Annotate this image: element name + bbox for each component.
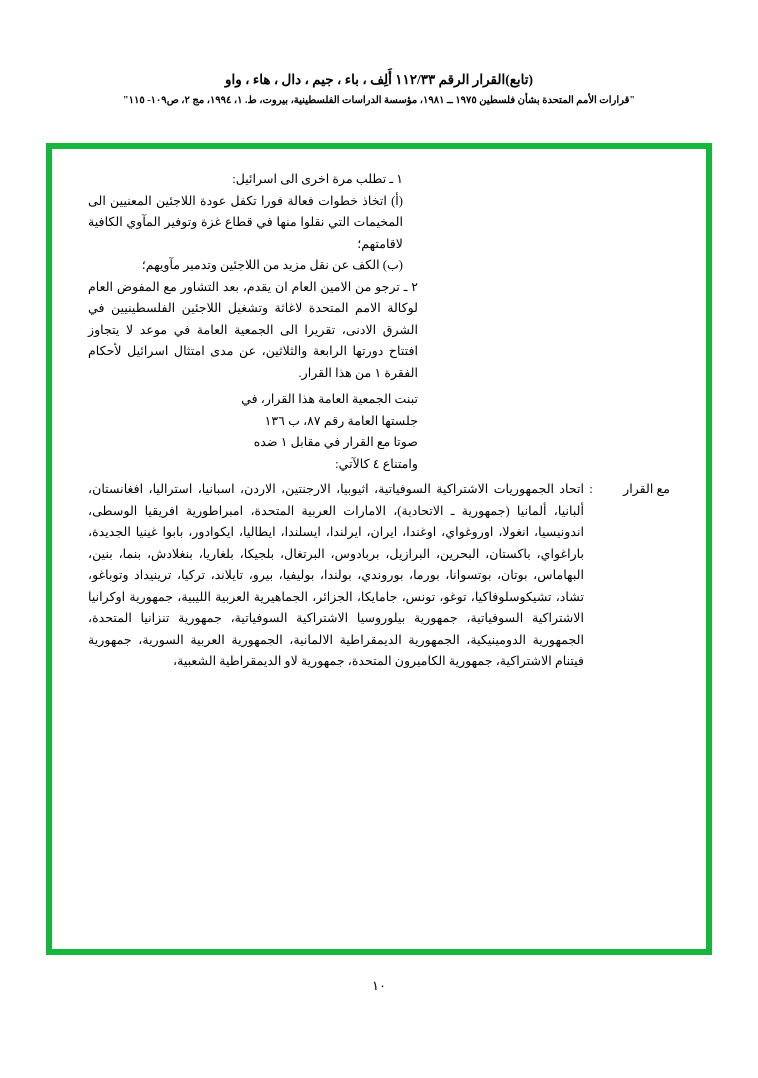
header-source-citation: "قرارات الأمم المتحدة بشأن فلسطين ١٩٧٥ ــ ١٩٨١، مؤسسة الدراسات الفلسطينية، بيروت، ط. ١، ١٩٩٤، مج ٢، ص١٠٩- ١١٥" <box>123 95 635 106</box>
adoption-line-2: جلستها العامة رقم ٨٧، ب ١٣٦ <box>264 413 418 428</box>
paragraph-item1-b: (ب) الكف عن نقل مزيد من اللاجئين وتدمير مآويهم؛ <box>141 258 403 272</box>
spacer <box>88 384 670 387</box>
adoption-line-1: تبنت الجمعية العامة هذا القرار، في <box>241 392 418 406</box>
page-header <box>0 72 758 106</box>
adoption-line-4: وامتناع ٤ كالآتي: <box>335 456 418 471</box>
vote-in-favour-block <box>88 479 670 673</box>
adoption-note <box>88 389 418 475</box>
page-number: ١٠ <box>372 978 386 993</box>
vote-in-favour-country-list: اتحاد الجمهوريات الاشتراكية السوفياتية، اثيوبيا، الارجنتين، الاردن، اسبانيا، استراليا، افغانستان، ألبانيا، ألمانيا (جمهورية ـ الاتحادية)، الامارات العربية المتحدة، امبراطورية افريقيا الوسطى، اندونيسيا، انغولا، اوروغواي، اوغندا، ايران، ايرلندا، ايسلندا، ايطاليا، ايكوادور، بابوا غينيا الجديدة، باراغواي، باكستان، البحرين، البرازيل، بربادوس، البرتغال، بلجيكا، بلغاريا، بنغلادش، بنما، بنين، البهاماس، بوتان، بوتسوانا، بورما، بوروندي، بولندا، بوليفيا، بيرو، تايلاند، تركيا، ترينيداد وتوباغو، تشاد، تشيكوسلوفاكيا، توغو، تونس، جامايكا، الجزائر، الجماهيرية العربية الليبية، جمهورية اوكرانيا الاشتراكية السوفياتية، جمهورية بيلوروسيا الاشتراكية السوفياتية، جمهورية تنزانيا المتحدة، الجمهورية الدومينيكية، الجمهورية الديمقراطية الالمانية، الجمهورية العربية السورية، جمهورية فيتنام الاشتراكية، جمهورية الكاميرون المتحدة، جمهورية لاو الديمقراطية الشعبية، <box>88 482 584 668</box>
header-title: (تابع)القرار الرقم ١١٢/٣٣ أَلِف ، باء ، جيم ، دال ، هاء ، واو <box>224 72 534 87</box>
vote-in-favour-label: مع القرار <box>623 482 670 496</box>
green-bordered-content-frame <box>46 143 712 955</box>
paragraph-item1-a: (أ) اتخاذ خطوات فعالة فورا تكفل عودة اللاجئين المعنيين الى المخيمات التي نقلوا منها في قطاع غزة وتوفير المآوي الكافية لاقامتهم؛ <box>88 193 403 251</box>
vote-separator-colon: : <box>589 482 593 496</box>
document-body <box>88 169 670 673</box>
paragraph-item2: ٢ ـ ترجو من الامين العام ان يقدم، بعد التشاور مع المفوض العام لوكالة الامم المتحدة لاغاثة وتشغيل اللاجئين الفلسطينيين في الشرق الادنى، تقريرا الى الجمعية العامة في موعد لا يتجاوز افتتاح دورتها الرابعة والثلاثين، عن مدى امتثال اسرائيل لأحكام الفقرة ١ من هذا القرار. <box>88 279 418 380</box>
adoption-line-3: صوتا مع القرار في مقابل ١ ضده <box>253 435 418 449</box>
paragraph-item1-intro: ١ ـ تطلب مرة اخرى الى اسرائيل: <box>232 172 403 186</box>
